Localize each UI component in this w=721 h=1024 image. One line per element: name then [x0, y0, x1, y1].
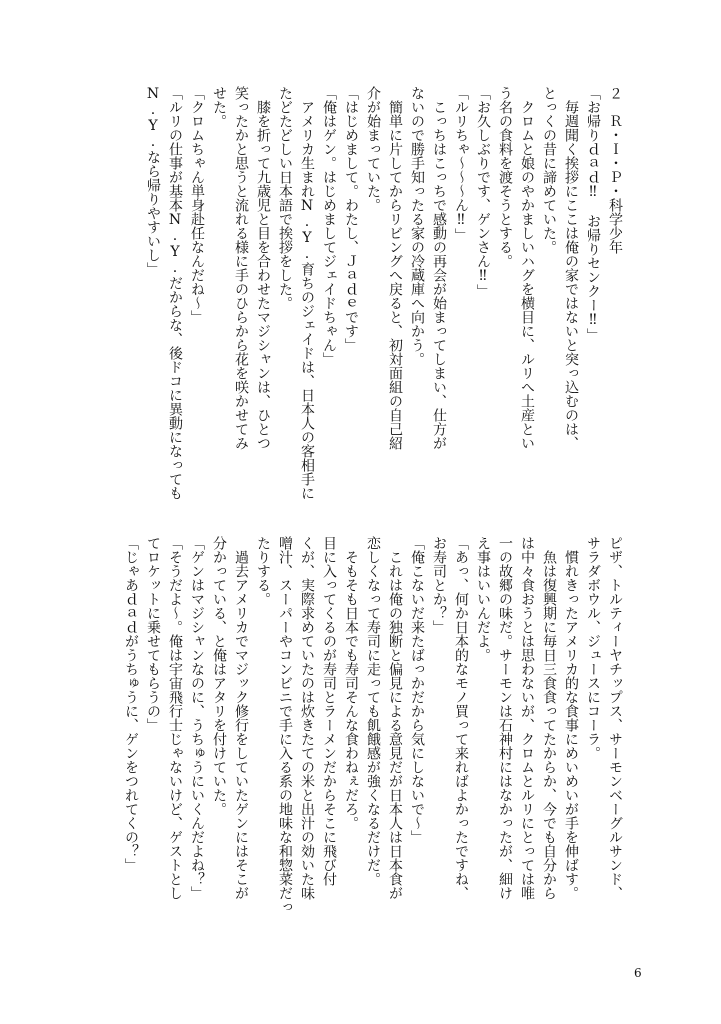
text-line: たりする。: [255, 536, 271, 606]
text-line: ピザ、トルティーヤチップス、サーモンベーグルサンド、: [607, 536, 623, 900]
text-line: 「俺こないだ来たばっかだから気にしないで～」: [409, 536, 425, 844]
text-line: 介が始まっていた。: [365, 86, 381, 212]
text-line: とっくの昔に諦めていた。: [541, 86, 557, 254]
text-line: お寿司とか？」: [431, 536, 447, 634]
text-line: アメリカ生まれN.Y.育ちのジェイドは、日本人の客相手に: [299, 86, 315, 500]
text-line: 慣れきったアメリカ的な食事にめいめいが手を伸ばす。: [563, 536, 579, 900]
text-line: サラダボウル、ジュースにコーラ。: [585, 536, 601, 760]
text-line: 目に入ってくるのが寿司とラーメンだからそこに飛び付: [321, 536, 337, 886]
text-line: は中々食おうとは思わないが、クロムとルリにとっては唯: [519, 536, 535, 900]
text-line: 「お久しぶりです、ゲンさん‼」: [475, 86, 491, 298]
text-line: 恋しくなって寿司に走っても飢餓感が強くなるだけだ。: [365, 536, 381, 886]
text-line: N.Y.なら帰りやすいし」: [145, 86, 161, 276]
text-line: 毎週聞く挨拶にここは俺の家ではないと突っ込むのは、: [563, 86, 579, 450]
text-line: 一の故郷の味だ。サーモンは石神村にはなかったが、細け: [497, 536, 513, 900]
text-line: 膝を折って九歳児と目を合わせたマジシャンは、ひとつ: [255, 86, 271, 450]
text-line: 過去アメリカでマジック修行をしていたゲンにはそこが: [233, 536, 249, 900]
text-line: これは俺の独断と偏見による意見だが日本人は日本食が: [387, 536, 403, 900]
text-line: 笑ったかと思うと流れる様に手のひらから花を咲かせてみ: [233, 86, 249, 450]
text-line: こっちはこっちで感動の再会が始まってしまい、仕方が: [431, 86, 447, 450]
page-number: 6: [634, 966, 642, 980]
text-line: 「ルリの仕事が基本N.Y.だからな、後ドコに異動になっても: [167, 86, 183, 500]
text-line: 「俺はゲン。はじめましてジェイドちゃん」: [321, 86, 337, 366]
upper-text-block: [96, 86, 626, 500]
text-line: 「ルリちゃ～～～ん‼」: [453, 86, 469, 242]
text-line: くが、実際求めていたのは炊きたての米と出汁の効いた味: [299, 536, 315, 900]
text-line: 「ゲンはマジシャンなのに、うちゅうにいくんだよね？」: [189, 536, 205, 900]
text-line: 簡単に片してからリビングへ戻ると、初対面組の自己紹: [387, 86, 403, 450]
text-line: クロムと娘のやかましいハグを横目に、ルリへ土産とい: [519, 86, 535, 450]
text-line: 「じゃあｄａｄがうちゅうに、ゲンをつれてくの？」: [123, 536, 139, 872]
text-line: 分かっている、と俺はアタリを付けていた。: [211, 536, 227, 816]
text-line: 「クロムちゃん単身赴任なんだね～」: [189, 86, 205, 324]
text-line: 「お帰りｄａｄ‼ お帰りセンクー‼」: [585, 86, 601, 342]
text-line: 「そうだよ～。俺は宇宙飛行士じゃないけど、ゲストとし: [167, 536, 183, 900]
text-line: 「あっ、何か日本的なモノ買って来ればよかったですね、: [453, 536, 469, 900]
text-line: 魚は復興期に毎日三食食ってたからか、今でも自分から: [541, 536, 557, 900]
text-line: 噌汁、スーパーやコンビニで手に入る系の地味な和惣菜だっ: [277, 536, 293, 914]
text-line: え事はいいんだよ。: [475, 536, 491, 662]
text-line: せた。: [211, 86, 227, 128]
text-line: ないので勝手知ったる家の冷蔵庫へ向かう。: [409, 86, 425, 366]
text-line: てロケットに乗せてもらうの」: [145, 536, 161, 732]
lower-text-block: [96, 536, 626, 944]
text-line: たどたどしい日本語で挨拶をした。: [277, 86, 293, 310]
text-line: そもそも日本でも寿司そんな食わねぇだろ。: [343, 536, 359, 830]
text-line: う名の食料を渡そうとする。: [497, 86, 513, 268]
chapter-title: ２ Ｒ・Ｉ・Ｐ・科学少年: [607, 86, 623, 254]
text-line: 「はじめまして。わたし、Ｊａｄｅです」: [343, 86, 359, 352]
